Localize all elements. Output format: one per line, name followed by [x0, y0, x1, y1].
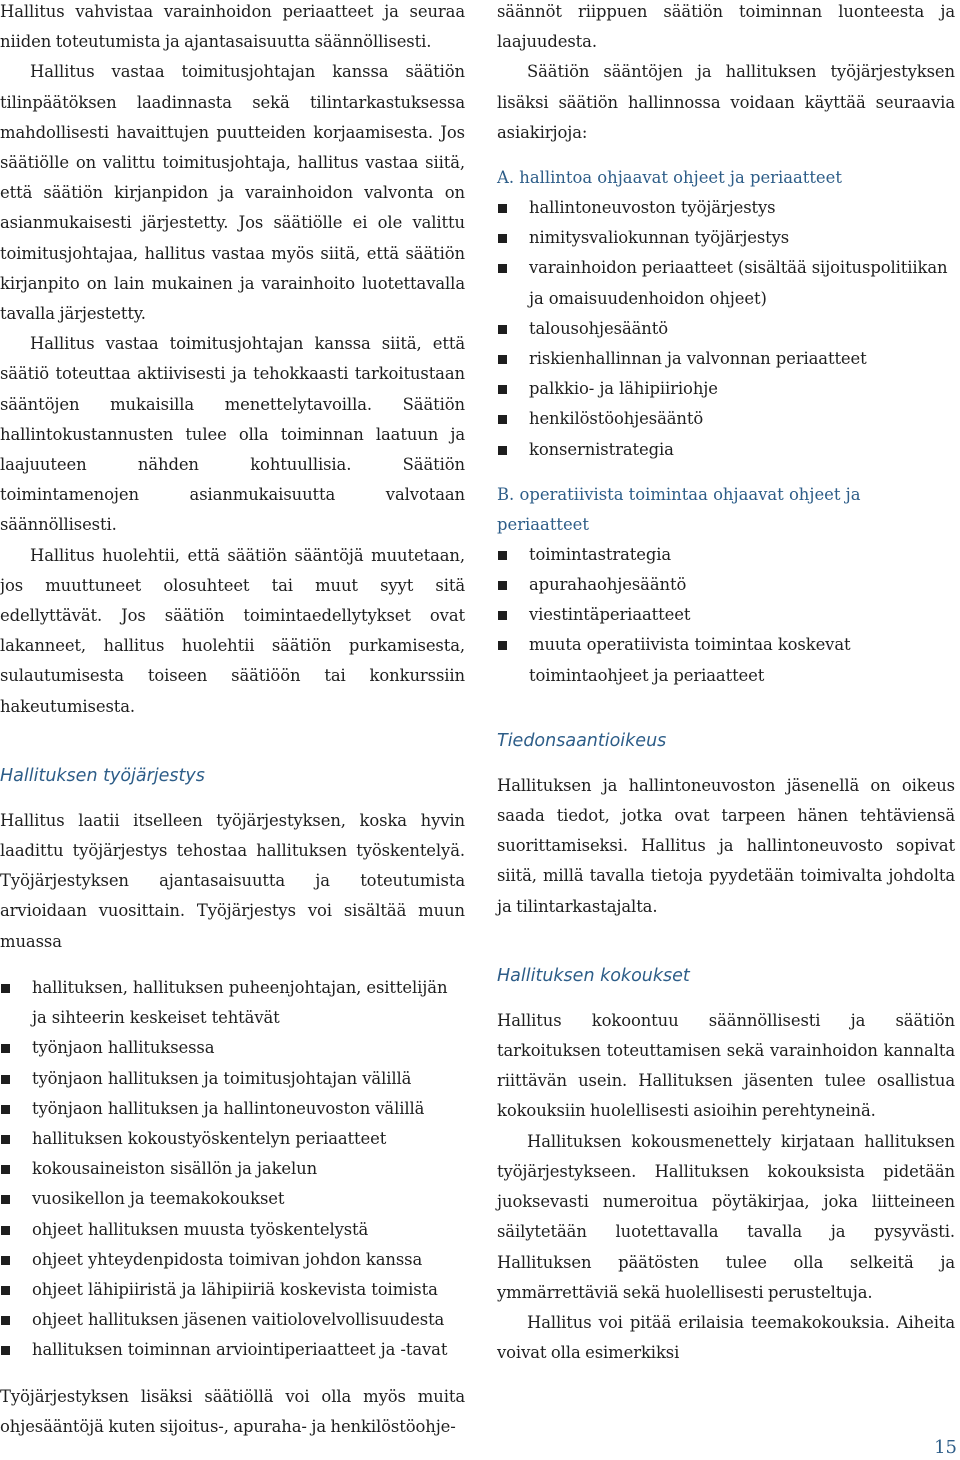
list-item: [0, 1033, 465, 1063]
bullet-square-icon: [498, 415, 507, 424]
list-item-text: ohjeet hallituksen muusta työskentelystä: [32, 1219, 369, 1239]
bullet-square-icon: [1, 1256, 10, 1265]
list-item: [0, 1215, 465, 1245]
list-item-text: toimintastrategia: [529, 544, 672, 564]
bullet-square-icon: [498, 325, 507, 334]
bullet-square-icon: [1, 1135, 10, 1144]
bullet-square-icon: [498, 641, 507, 650]
section-heading: Hallituksen työjärjestys: [0, 765, 205, 786]
list-item: [497, 193, 955, 223]
bullet-square-icon: [1, 1165, 10, 1174]
bullet-square-icon: [498, 551, 507, 560]
bullet-square-icon: [498, 234, 507, 243]
bullet-square-icon: [498, 581, 507, 590]
left-column: [0, 0, 465, 1442]
list-item: [0, 1154, 465, 1184]
list-item-text: hallituksen toiminnan arviointiperiaatteet ja -tavat: [32, 1340, 448, 1360]
list-item-text: viestintäperiaatteet: [529, 605, 691, 625]
paragraph: Hallitus kokoontuu säännöllisesti ja säätiön tarkoituksen toteuttamisen sekä varainhoidon kannalta riittävän usein. Hallituksen jäsenten tulee osallistua kokouksiin huolellisesti asioihin perehtyneinä.: [497, 1010, 955, 1121]
list-item: [0, 1245, 465, 1275]
bullet-square-icon: [1, 984, 10, 993]
list-item: [497, 600, 955, 630]
bullet-square-icon: [1, 1346, 10, 1355]
paragraph: Säätiön sääntöjen ja hallituksen työjärjestyksen lisäksi säätiön hallinnossa voidaan käyttää seuraavia asiakirjoja:: [497, 62, 955, 142]
section-heading: Hallituksen kokoukset: [497, 965, 690, 986]
list-item-text: varainhoidon periaatteet (sisältää sijoituspolitiikan ja omaisuudenhoidon ohjeet): [529, 258, 948, 308]
list-item: [497, 570, 955, 600]
list-item: [0, 1335, 465, 1365]
list-item: [497, 223, 955, 253]
paragraph: Hallitus laatii itselleen työjärjestyksen, koska hyvin laadittu työjärjestys tehostaa hallituksen työskentelyä. Työjärjestyksen ajantasaisuutta ja toteutumista arvioidaan vuosittain. Työjärjestys voi sisältää muun muassa: [0, 810, 465, 951]
paragraph: Työjärjestyksen lisäksi säätiöllä voi olla myös muita ohjesääntöjä kuten sijoitus-, apuraha- ja henkilöstöohje-: [0, 1386, 465, 1436]
list-item: [0, 973, 465, 1033]
list-item-text: konsernistrategia: [529, 439, 674, 459]
list-item-text: kokousaineiston sisällön ja jakelun: [32, 1159, 318, 1179]
list-item-text: muuta operatiivista toimintaa koskevat toimintaohjeet ja periaatteet: [529, 635, 851, 685]
bullet-list: [0, 973, 465, 1366]
bullet-list-a: [497, 193, 955, 465]
list-item: [497, 630, 955, 690]
right-column: [497, 0, 955, 1368]
list-item-text: palkkio- ja lähipiiriohje: [529, 379, 718, 399]
paragraph: Hallitus vastaa toimitusjohtajan kanssa siitä, että säätiö toteuttaa aktiivisesti ja tehokkaasti tarkoitustaan sääntöjen mukaisilla menettelytavoilla. Säätiön hallintokustannusten tulee olla toiminnan laatuun ja laajuuteen nähden kohtuullisia. Säätiön toimintamenojen asianmukaisuutta valvotaan säännöllisesti.: [0, 334, 465, 535]
list-item: [0, 1305, 465, 1335]
list-item: [497, 540, 955, 570]
list-item-text: talousohjesääntö: [529, 318, 669, 338]
list-item-text: henkilöstöohjesääntö: [529, 409, 704, 429]
bullet-square-icon: [498, 611, 507, 620]
list-item-text: työnjaon hallituksessa: [32, 1038, 215, 1058]
bullet-square-icon: [1, 1044, 10, 1053]
list-item: [497, 435, 955, 465]
paragraph: Hallitus vahvistaa varainhoidon periaatteet ja seuraa niiden toteutumista ja ajantasaisuutta säännöllisesti.: [0, 2, 465, 52]
paragraph: säännöt riippuen säätiön toiminnan luonteesta ja laajuudesta.: [497, 2, 955, 52]
list-item-text: apurahaohjesääntö: [529, 575, 687, 595]
bullet-list-b: [497, 540, 955, 691]
paragraph: Hallitus voi pitää erilaisia teemakokouksia. Aiheita voivat olla esimerkiksi: [497, 1312, 955, 1363]
list-item: [497, 404, 955, 434]
bullet-square-icon: [1, 1316, 10, 1325]
list-item-text: työnjaon hallituksen ja toimitusjohtajan välillä: [32, 1068, 412, 1088]
paragraph: Hallituksen ja hallintoneuvoston jäsenellä on oikeus saada tiedot, jotka ovat tarpeen hänen tehtäviensä suorittamiseksi. Hallitus ja hallintoneuvosto sopivat siitä, millä tavalla tietoja pyydetään toimivalta johdolta ja tilintarkastajalta.: [497, 775, 955, 916]
list-item-text: hallituksen, hallituksen puheenjohtajan, esittelijän ja sihteerin keskeiset tehtävät: [32, 977, 448, 1028]
bullet-square-icon: [1, 1105, 10, 1114]
list-item-text: hallintoneuvoston työjärjestys: [529, 198, 776, 218]
list-item: [0, 1184, 465, 1214]
paragraph: Hallituksen kokousmenettely kirjataan hallituksen työjärjestykseen. Hallituksen kokouksista pidetään juoksevasti numeroitua pöytäkirjaa, joka liitteineen säilytetään luotettavalla tavalla ja pysyvästi. Hallituksen päätösten tulee olla selkeitä ja ymmärrettäviä sekä huolellisesti perusteltuja.: [497, 1131, 955, 1302]
bullet-square-icon: [498, 264, 507, 273]
list-item-text: riskienhallinnan ja valvonnan periaatteet: [529, 349, 867, 369]
bullet-square-icon: [1, 1075, 10, 1084]
section-heading: Tiedonsaantioikeus: [497, 730, 667, 751]
section-title-a: A. hallintoa ohjaavat ohjeet ja periaatteet: [497, 168, 842, 188]
list-item: [0, 1094, 465, 1124]
bullet-square-icon: [1, 1226, 10, 1235]
list-item-text: ohjeet lähipiiristä ja lähipiiriä koskevista toimista: [32, 1279, 438, 1299]
list-item: [0, 1064, 465, 1094]
page-number: 15: [934, 1437, 957, 1458]
paragraph: Hallitus huolehtii, että säätiön sääntöjä muutetaan, jos muuttuneet olosuhteet tai muut syyt sitä edellyttävät. Jos säätiön toimintaedellytykset ovat lakanneet, hallitus huolehtii säätiön purkamisesta, sulautumisesta toiseen säätiöön tai konkurssiin hakeutumisesta.: [0, 545, 465, 716]
section-title-b: B. operatiivista toimintaa ohjaavat ohjeet ja periaatteet: [497, 484, 861, 534]
list-item: [497, 374, 955, 404]
paragraph: Hallitus vastaa toimitusjohtajan kanssa säätiön tilinpäätöksen laadinnasta sekä tilintarkastuksessa mahdollisesti havaittujen puutteiden korjaamisesta. Jos säätiölle on valittu toimitusjohtaja, hallitus vastaa siitä, että säätiön kirjanpidon ja varainhoidon valvonta on asianmukaisesti järjestetty. Jos säätiölle ei ole valittu toimitusjohtajaa, hallitus vastaa myös siitä, että säätiön kirjanpito on lain mukainen ja varainhoito luotettavalla tavalla järjestetty.: [0, 62, 465, 324]
list-item-text: hallituksen kokoustyöskentelyn periaatteet: [32, 1128, 387, 1148]
bullet-square-icon: [498, 446, 507, 455]
bullet-square-icon: [498, 355, 507, 364]
bullet-square-icon: [498, 204, 507, 213]
bullet-square-icon: [1, 1286, 10, 1295]
list-item-text: työnjaon hallituksen ja hallintoneuvoston välillä: [32, 1098, 425, 1118]
list-item-text: nimitysvaliokunnan työjärjestys: [529, 228, 790, 248]
list-item: [497, 253, 955, 313]
list-item-text: ohjeet yhteydenpidosta toimivan johdon kanssa: [32, 1249, 423, 1269]
list-item: [0, 1275, 465, 1305]
bullet-square-icon: [1, 1195, 10, 1204]
list-item: [0, 1124, 465, 1154]
bullet-square-icon: [498, 385, 507, 394]
list-item-text: ohjeet hallituksen jäsenen vaitiolovelvollisuudesta: [32, 1310, 445, 1330]
list-item-text: vuosikellon ja teemakokoukset: [32, 1189, 285, 1209]
list-item: [497, 344, 955, 374]
list-item: [497, 314, 955, 344]
